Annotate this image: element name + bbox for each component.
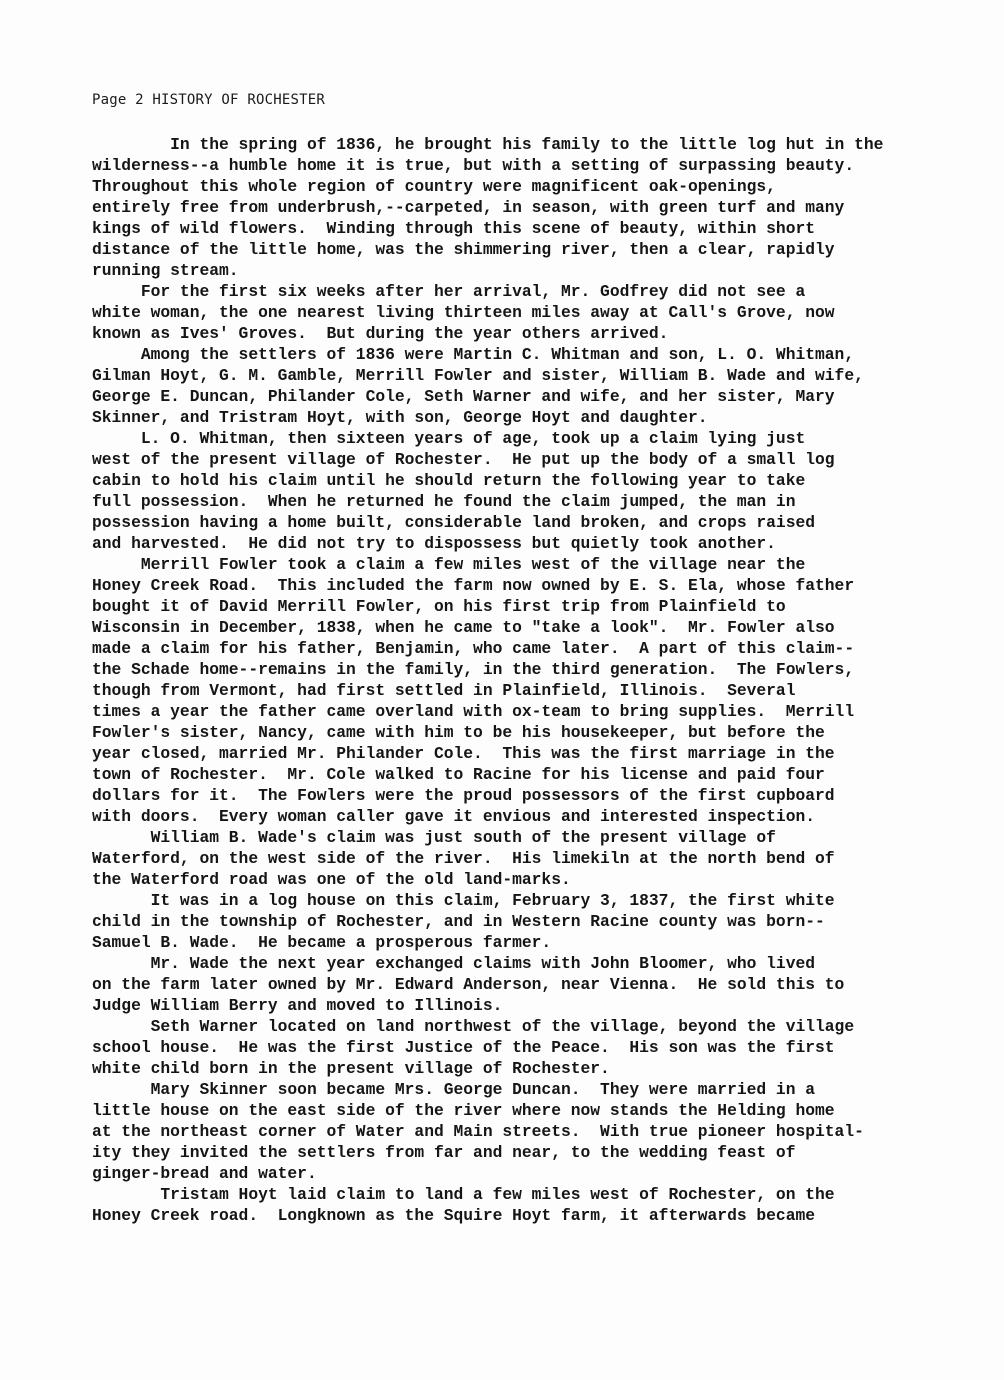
- text-line: kings of wild flowers. Winding through this scene of beauty, within short: [92, 219, 816, 238]
- text-line: west of the present village of Rochester. He put up the body of a small log: [92, 450, 835, 469]
- text-line: Wisconsin in December, 1838, when he came to "take a look". Mr. Fowler also: [92, 618, 835, 637]
- text-line: and harvested. He did not try to dispossess but quietly took another.: [92, 534, 776, 553]
- text-line: on the farm later owned by Mr. Edward Anderson, near Vienna. He sold this to: [92, 975, 845, 994]
- text-line: Samuel B. Wade. He became a prosperous farmer.: [92, 933, 552, 952]
- text-line: Honey Creek road. Longknown as the Squire Hoyt farm, it afterwards became: [92, 1206, 816, 1225]
- text-line: dollars for it. The Fowlers were the proud possessors of the first cupboard: [92, 786, 835, 805]
- text-line: Mary Skinner soon became Mrs. George Duncan. They were married in a: [92, 1080, 816, 1099]
- text-line: the Waterford road was one of the old land-marks.: [92, 870, 571, 889]
- text-line: Among the settlers of 1836 were Martin C. Whitman and son, L. O. Whitman,: [92, 345, 855, 364]
- text-line: In the spring of 1836, he brought his family to the little log hut in the: [92, 135, 884, 154]
- text-line: It was in a log house on this claim, February 3, 1837, the first white: [92, 891, 835, 910]
- text-line: Honey Creek Road. This included the farm now owned by E. S. Ela, whose father: [92, 576, 855, 595]
- text-line: Throughout this whole region of country were magnificent oak-openings,: [92, 177, 776, 196]
- text-line: white woman, the one nearest living thirteen miles away at Call's Grove, now: [92, 303, 835, 322]
- text-line: known as Ives' Groves. But during the year others arrived.: [92, 324, 669, 343]
- text-line: Tristam Hoyt laid claim to land a few miles west of Rochester, on the: [92, 1185, 835, 1204]
- text-line: bought it of David Merrill Fowler, on his first trip from Plainfield to: [92, 597, 786, 616]
- text-line: Mr. Wade the next year exchanged claims with John Bloomer, who lived: [92, 954, 816, 973]
- text-line: year closed, married Mr. Philander Cole. This was the first marriage in the: [92, 744, 835, 763]
- text-line: cabin to hold his claim until he should return the following year to take: [92, 471, 806, 490]
- text-line: entirely free from underbrush,--carpeted, in season, with green turf and many: [92, 198, 845, 217]
- text-line: distance of the little home, was the shimmering river, then a clear, rapidly: [92, 240, 835, 259]
- text-line: Seth Warner located on land northwest of the village, beyond the village: [92, 1017, 855, 1036]
- text-line: though from Vermont, had first settled in Plainfield, Illinois. Several: [92, 681, 796, 700]
- text-line: Skinner, and Tristram Hoyt, with son, George Hoyt and daughter.: [92, 408, 708, 427]
- text-line: the Schade home--remains in the family, in the third generation. The Fowlers,: [92, 660, 855, 679]
- text-line: Judge William Berry and moved to Illinois.: [92, 996, 503, 1015]
- text-line: wilderness--a humble home it is true, but with a setting of surpassing beauty.: [92, 156, 855, 175]
- text-line: made a claim for his father, Benjamin, who came later. A part of this claim--: [92, 639, 855, 658]
- text-line: ity they invited the settlers from far and near, to the wedding feast of: [92, 1143, 796, 1162]
- text-line: running stream.: [92, 261, 239, 280]
- text-line: Gilman Hoyt, G. M. Gamble, Merrill Fowler and sister, William B. Wade and wife,: [92, 366, 864, 385]
- text-line: ginger-bread and water.: [92, 1164, 317, 1183]
- text-line: white child born in the present village of Rochester.: [92, 1059, 610, 1078]
- text-line: L. O. Whitman, then sixteen years of age, took up a claim lying just: [92, 429, 806, 448]
- running-head: Page 2 HISTORY OF ROCHESTER: [92, 92, 325, 108]
- text-line: school house. He was the first Justice of the Peace. His son was the first: [92, 1038, 835, 1057]
- text-line: William B. Wade's claim was just south of the present village of: [92, 828, 776, 847]
- body-text: [92, 134, 952, 1226]
- text-line: Waterford, on the west side of the river. His limekiln at the north bend of: [92, 849, 835, 868]
- text-line: town of Rochester. Mr. Cole walked to Racine for his license and paid four: [92, 765, 825, 784]
- text-line: Fowler's sister, Nancy, came with him to be his housekeeper, but before the: [92, 723, 825, 742]
- text-line: little house on the east side of the river where now stands the Helding home: [92, 1101, 835, 1120]
- text-line: at the northeast corner of Water and Main streets. With true pioneer hospital-: [92, 1122, 864, 1141]
- text-line: George E. Duncan, Philander Cole, Seth Warner and wife, and her sister, Mary: [92, 387, 835, 406]
- text-line: full possession. When he returned he found the claim jumped, the man in: [92, 492, 796, 511]
- text-line: Merrill Fowler took a claim a few miles west of the village near the: [92, 555, 806, 574]
- text-line: For the first six weeks after her arrival, Mr. Godfrey did not see a: [92, 282, 806, 301]
- text-line: child in the township of Rochester, and in Western Racine county was born--: [92, 912, 825, 931]
- text-line: possession having a home built, considerable land broken, and crops raised: [92, 513, 816, 532]
- text-line: times a year the father came overland with ox-team to bring supplies. Merrill: [92, 702, 855, 721]
- text-line: with doors. Every woman caller gave it envious and interested inspection.: [92, 807, 816, 826]
